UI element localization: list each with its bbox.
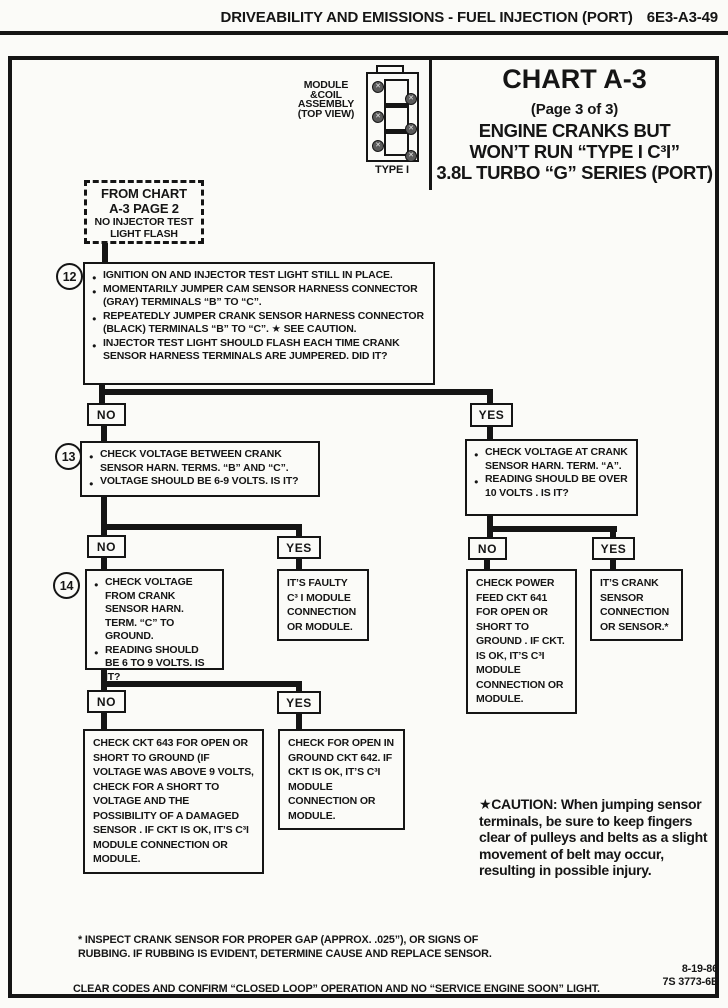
connector xyxy=(487,526,617,532)
screw-icon: ✕ xyxy=(372,140,384,152)
step-box-12 xyxy=(83,262,435,385)
entry-line: LIGHT FLASH xyxy=(110,228,178,240)
result-power-feed-ckt641: CHECK POWER FEED CKT 641 FOR OPEN OR SHORT TO GROUND . IF CKT. IS OK, IT’S C³I MODULE CONNECTION OR MODULE. xyxy=(466,569,577,714)
result-ckt642: CHECK FOR OPEN IN GROUND CKT 642. IF CKT IS OK, IT’S C³I MODULE CONNECTION OR MODULE. xyxy=(278,729,405,830)
step-13-item: ● CHECK VOLTAGE BETWEEN CRANK SENSOR HARN. TERMS. “B” AND “C”. xyxy=(89,448,311,475)
branch-yes-3: YES xyxy=(592,537,635,560)
step-number-13: 13 xyxy=(55,443,82,470)
screw-icon: ✕ xyxy=(405,123,417,135)
header-rule xyxy=(0,31,728,35)
screw-icon: ✕ xyxy=(372,111,384,123)
entry-line: FROM CHART xyxy=(101,186,187,201)
doc-date: 8-19-86 xyxy=(681,963,718,975)
connector xyxy=(101,524,302,530)
step-12-item: ● INJECTOR TEST LIGHT SHOULD FLASH EACH TIME CRANK SENSOR HARNESS TERMINALS ARE JUMPERED. DID IT? xyxy=(92,337,426,364)
module-coil-column xyxy=(384,79,409,156)
connector xyxy=(487,425,493,440)
entry-box xyxy=(84,180,204,244)
branch-yes-4: YES xyxy=(277,691,321,714)
screw-icon: ✕ xyxy=(405,150,417,162)
step-12-item: ● IGNITION ON AND INJECTOR TEST LIGHT STILL IN PLACE. xyxy=(92,269,426,283)
doc-number: 7S 3773-6E xyxy=(662,975,718,988)
module-type-label: TYPE I xyxy=(375,164,409,176)
module-label-line: (TOP VIEW) xyxy=(297,107,355,120)
chart-subtitle: ENGINE CRANKS BUT xyxy=(478,120,671,141)
module-label-line: MODULE xyxy=(303,79,349,91)
connector xyxy=(487,513,493,537)
step-box-13 xyxy=(80,441,320,497)
branch-no-3: NO xyxy=(468,537,507,560)
module-assembly-label xyxy=(286,81,366,119)
screw-icon: ✕ xyxy=(405,93,417,105)
screw-icon: ✕ xyxy=(372,81,384,93)
connector xyxy=(101,425,107,442)
header-title: DRIVEABILITY AND EMISSIONS - FUEL INJECTION (PORT) xyxy=(220,9,633,26)
step-14-item: ● CHECK VOLTAGE FROM CRANK SENSOR HARN. TERM. “C” TO GROUND. xyxy=(94,576,215,644)
step-number-12: 12 xyxy=(56,263,83,290)
title-block xyxy=(433,63,716,183)
branch-no-1: NO xyxy=(87,403,126,426)
connector xyxy=(101,556,107,570)
module-label-line: &COIL xyxy=(310,88,342,101)
caution-note: ★CAUTION: When jumping sensor terminals, be sure to keep fingers clear of pulleys and belts as a slight movement of belt may occur, resulting in possible injury. xyxy=(479,796,708,878)
step-14-item: ● READING SHOULD BE 6 TO 9 VOLTS. IS IT? xyxy=(94,644,215,685)
header-page-code: 6E3-A3-49 xyxy=(646,9,718,26)
step-number-14: 14 xyxy=(53,572,80,599)
entry-line: NO INJECTOR TEST xyxy=(94,216,194,228)
connector xyxy=(296,712,302,730)
chart-subtitle: WON’T RUN “TYPE I C³I” xyxy=(469,141,680,162)
check-term-a-item: ● CHECK VOLTAGE AT CRANK SENSOR HARN. TERM. “A”. xyxy=(474,446,629,473)
result-ckt643: CHECK CKT 643 FOR OPEN OR SHORT TO GROUND (IF VOLTAGE WAS ABOVE 9 VOLTS, CHECK FOR A SHORT TO VOLTAGE AND THE POSSIBILITY OF A DAMAGED SENSOR . IF CKT IS OK, IT’S C³I MODULE CONNECTION OR MODULE. xyxy=(83,729,264,874)
step-13-item: ● VOLTAGE SHOULD BE 6-9 VOLTS. IS IT? xyxy=(89,475,311,489)
connector xyxy=(99,389,493,395)
chart-page-info: (Page 3 of 3) xyxy=(530,101,619,118)
connector xyxy=(102,243,108,263)
chart-title: CHART A-3 xyxy=(502,64,647,94)
step-box-14 xyxy=(85,569,224,683)
page-header xyxy=(140,9,718,26)
title-divider xyxy=(429,56,432,190)
branch-no-2: NO xyxy=(87,535,126,558)
footnote: * INSPECT CRANK SENSOR FOR PROPER GAP (APPROX. .025”), OR SIGNS OF RUBBING. IF RUBBING IS EVIDENT, DETERMINE CAUSE AND REPLACE SENSOR. xyxy=(78,934,492,960)
check-term-a-item: ● READING SHOULD BE OVER 10 VOLTS . IS IT? xyxy=(474,473,629,500)
entry-line: A-3 PAGE 2 xyxy=(109,201,179,216)
connector xyxy=(101,712,107,730)
step-12-item: ● REPEATEDLY JUMPER CRANK SENSOR HARNESS CONNECTOR (BLACK) TERMINALS “B” TO “C”. ★ SEE CAUTION. xyxy=(92,310,426,337)
branch-yes-2: YES xyxy=(277,536,321,559)
module-divider xyxy=(384,103,409,108)
module-label-line: ASSEMBLY xyxy=(297,98,355,110)
footer-instruction: CLEAR CODES AND CONFIRM “CLOSED LOOP” OPERATION AND NO “SERVICE ENGINE SOON” LIGHT. xyxy=(73,983,600,995)
chart-subtitle: 3.8L TURBO “G” SERIES (PORT) xyxy=(436,162,713,183)
step-12-item: ● MOMENTARILY JUMPER CAM SENSOR HARNESS CONNECTOR (GRAY) TERMINALS “B” TO “C”. xyxy=(92,283,426,310)
result-crank-sensor: IT’S CRANK SENSOR CONNECTION OR SENSOR.* xyxy=(590,569,683,641)
branch-no-4: NO xyxy=(87,690,126,713)
result-faulty-module: IT’S FAULTY C³ I MODULE CONNECTION OR MODULE. xyxy=(277,569,369,641)
branch-yes-1: YES xyxy=(470,403,513,427)
check-term-a-box xyxy=(465,439,638,516)
